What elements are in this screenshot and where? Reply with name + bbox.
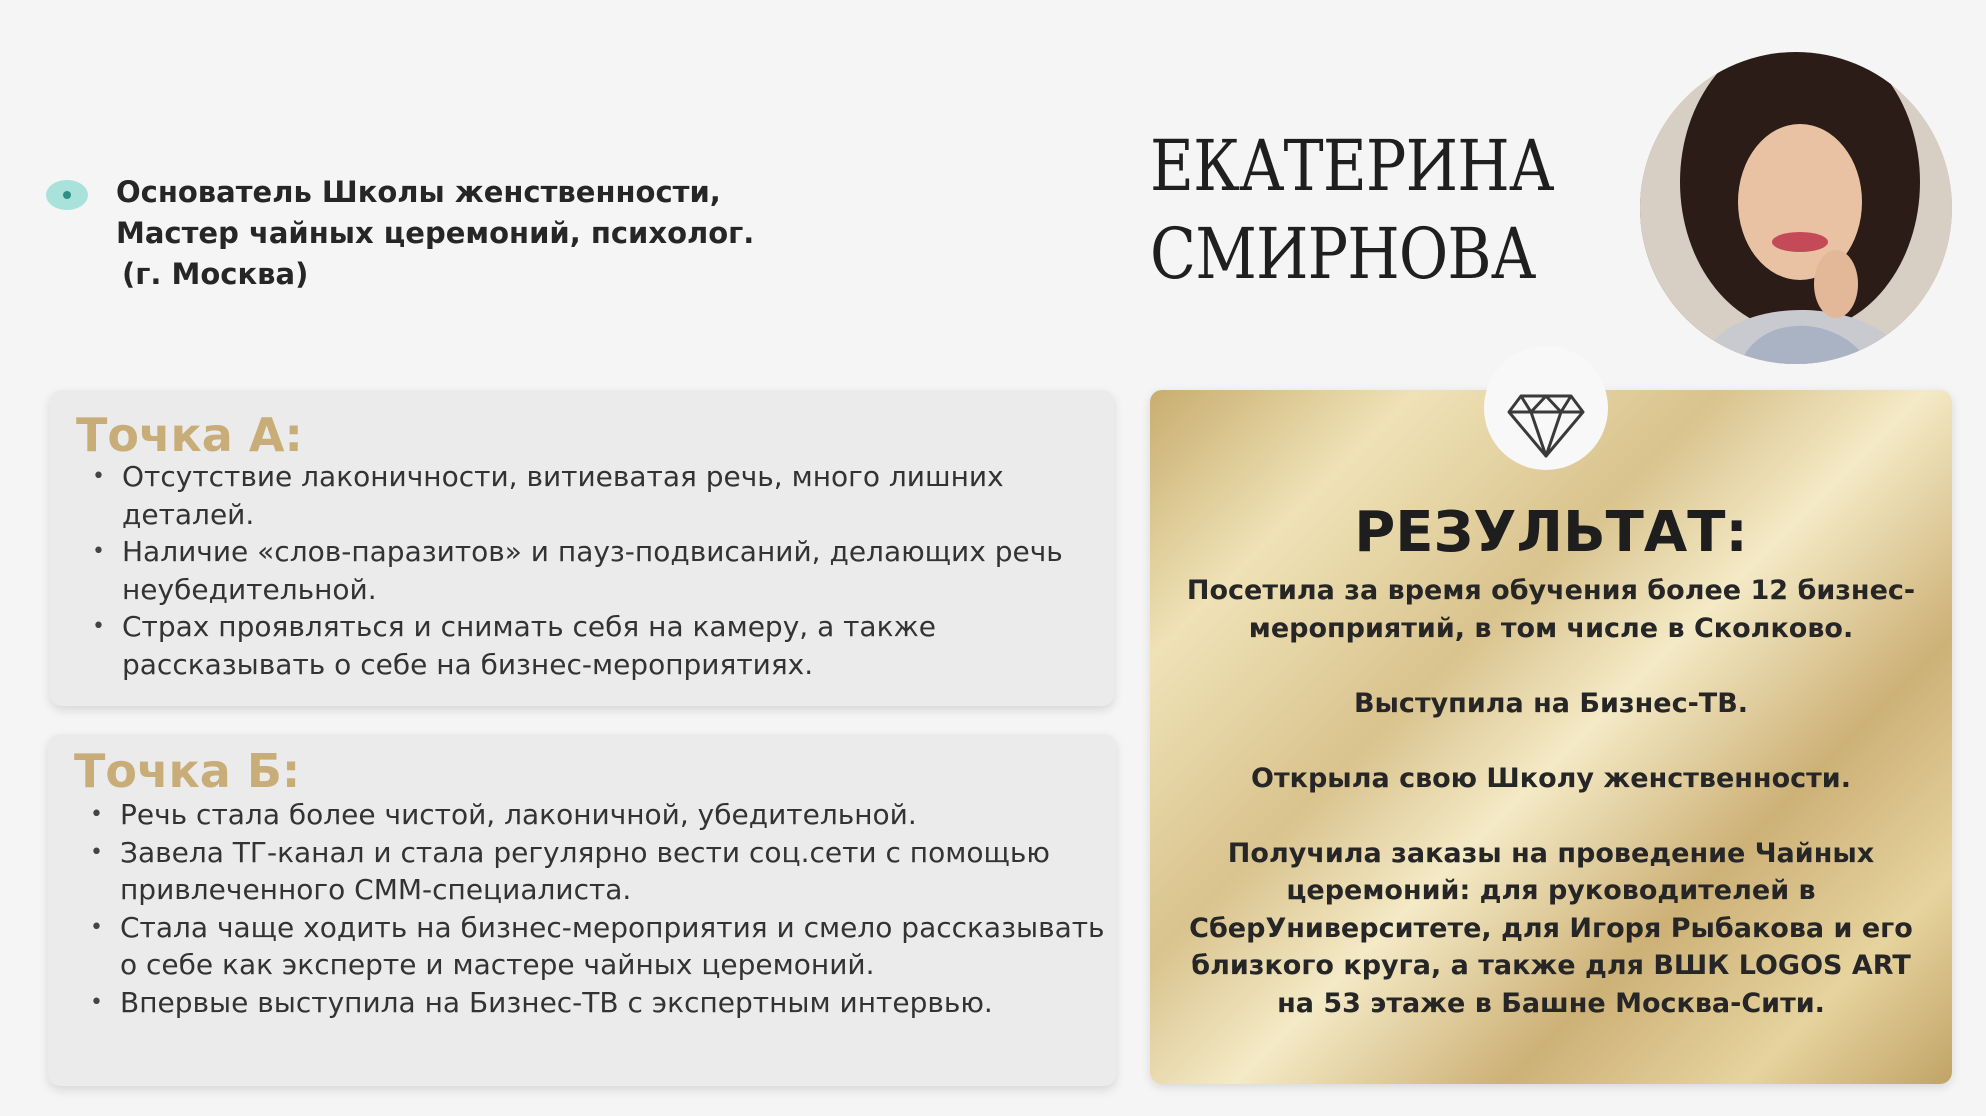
result-line: Открыла свою Школу женственности.	[1251, 762, 1851, 794]
first-name: ЕКАТЕРИНА	[1150, 125, 1554, 207]
list-item: • Наличие «слов-паразитов» и пауз-подвисаний, делающих речь неубедительной.	[122, 533, 1122, 608]
result-line: Посетила за время обучения более 12 бизнес-	[1186, 575, 1916, 606]
last-name: СМИРНОВА	[1150, 213, 1536, 295]
list-item: • Страх проявляться и снимать себя на камеру, а также рассказывать о себе на бизнес-мероприятиях.	[122, 608, 1122, 683]
list-item: • Завела ТГ-канал и стала регулярно вести соц.сети с помощью привлеченного СММ-специалиста.	[120, 834, 1120, 909]
result-title: РЕЗУЛЬТАТ:	[1354, 500, 1748, 565]
result-card	[1150, 390, 1952, 1084]
diamond-icon	[1507, 392, 1585, 458]
intro-text	[116, 172, 816, 295]
result-line: церемоний: для руководителей в	[1286, 875, 1816, 906]
result-line: СберУниверситете, для Игоря Рыбакова и его	[1189, 912, 1913, 944]
result-line: Выступила на Бизнес-ТВ.	[1353, 687, 1749, 719]
result-line: близкого круга, а также для ВШК LOGOS ART	[1191, 950, 1911, 981]
point-b-title: Точка Б:	[74, 744, 301, 798]
list-item: • Речь стала более чистой, лаконичной, убедительной.	[120, 796, 1120, 834]
avatar-portrait-icon	[1640, 52, 1952, 364]
intro-line: Основатель Школы женственности,	[116, 175, 721, 209]
point-b-list	[92, 796, 1120, 1021]
avatar	[1640, 52, 1952, 364]
list-item: • Стала чаще ходить на бизнес-мероприятия и смело рассказывать о себе как эксперте и мастере чайных церемоний.	[120, 909, 1120, 984]
intro-line: (г. Москва)	[122, 257, 309, 291]
point-b-card	[48, 734, 1116, 1086]
diamond-badge	[1484, 346, 1608, 470]
point-a-list	[94, 458, 1122, 683]
result-line: мероприятий, в том числе в Сколково.	[1248, 612, 1854, 644]
intro-line: Мастер чайных церемоний, психолог.	[116, 216, 755, 250]
list-item: • Отсутствие лаконичности, витиеватая речь, много лишних деталей.	[122, 458, 1122, 533]
point-a-card	[50, 390, 1114, 706]
result-text	[1154, 572, 1948, 1022]
list-item: • Впервые выступила на Бизнес-ТВ с экспертным интервью.	[120, 984, 1120, 1022]
result-line: на 53 этаже в Башне Москва-Сити.	[1277, 987, 1825, 1019]
result-line: Получила заказы на проведение Чайных	[1227, 837, 1875, 869]
point-a-title: Точка А:	[76, 408, 303, 462]
person-name	[1150, 122, 1554, 298]
teal-dot-icon	[46, 180, 88, 210]
